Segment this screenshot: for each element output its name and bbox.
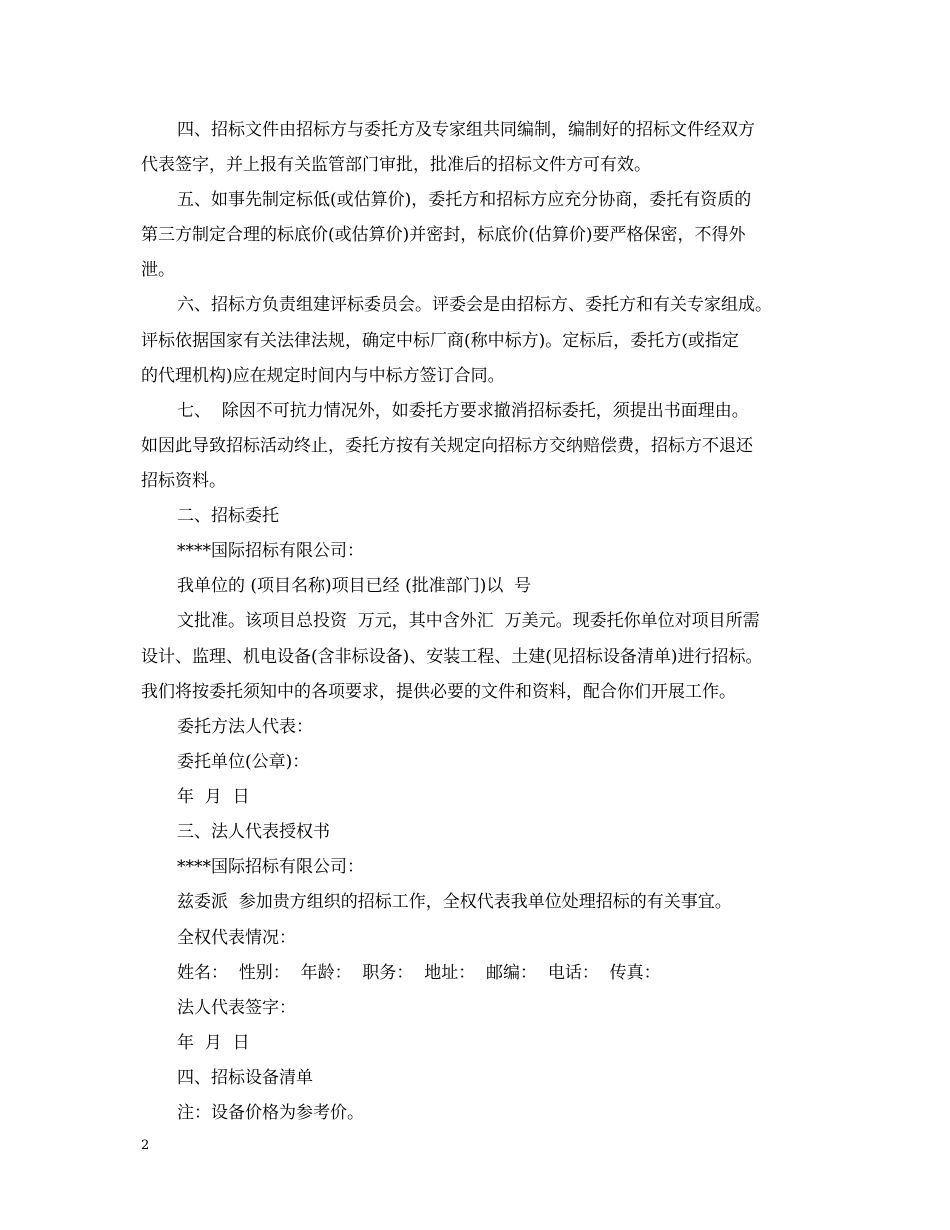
- paragraph-line: ****国际招标有限公司：: [177, 857, 364, 877]
- page-number: 2: [141, 1138, 150, 1153]
- paragraph-line: 代表签字，并上报有关监管部门审批，批准后的招标文件方可有效。: [141, 155, 651, 175]
- paragraph-line: 兹委派 参加贵方组织的招标工作，全权代表我单位处理招标的有关事宜。: [177, 892, 732, 912]
- paragraph-line: 第三方制定合理的标底价(或估算价)并密封，标底价(估算价)要严格保密，不得外: [141, 225, 746, 245]
- paragraph-line: 七、 除因不可抗力情况外，如委托方要求撤消招标委托，须提出书面理由。: [177, 401, 749, 421]
- section-heading: 三、法人代表授权书: [177, 822, 330, 842]
- date-line: 年 月 日: [177, 787, 250, 807]
- paragraph-line: 文批准。该项目总投资 万元，其中含外汇 万美元。现委托你单位对项目所需: [177, 611, 760, 631]
- paragraph-line: 四、招标文件由招标方与委托方及专家组共同编制，编制好的招标文件经双方: [177, 120, 755, 140]
- paragraph-line: 如因此导致招标活动终止，委托方按有关规定向招标方交纳赔偿费，招标方不退还: [141, 436, 753, 456]
- paragraph-line: 五、如事先制定标低(或估算价)，委托方和招标方应充分协商，委托有资质的: [177, 190, 752, 210]
- paragraph-line: 委托单位(公章)：: [177, 752, 310, 772]
- paragraph-line: ****国际招标有限公司：: [177, 541, 364, 561]
- paragraph-line: 设计、监理、机电设备(含非标设备)、安装工程、土建(见招标设备清单)进行招标。: [141, 647, 763, 667]
- paragraph-line: 泄。: [141, 260, 175, 280]
- paragraph-line: 法人代表签字：: [177, 998, 296, 1018]
- date-line: 年 月 日: [177, 1033, 250, 1053]
- paragraph-line: 委托方法人代表：: [177, 717, 313, 737]
- paragraph-line: 我们将按委托须知中的各项要求，提供必要的文件和资料，配合你们开展工作。: [141, 682, 736, 702]
- paragraph-line: 我单位的 (项目名称)项目已经 (批准部门)以 号: [177, 576, 532, 596]
- paragraph-line: 的代理机构)应在规定时间内与中标方签订合同。: [141, 366, 505, 386]
- section-heading: 二、招标委托: [177, 506, 279, 526]
- paragraph-line: 评标依据国家有关法律法规，确定中标厂商(称中标方)。定标后，委托方(或指定: [141, 331, 739, 351]
- paragraph-line: 注：设备价格为参考价。: [177, 1103, 364, 1123]
- section-heading: 四、招标设备清单: [177, 1068, 313, 1088]
- paragraph-line: 六、招标方负责组建评标委员会。评委会是由招标方、委托方和有关专家组成。: [177, 295, 772, 315]
- paragraph-line: 招标资料。: [141, 471, 226, 491]
- form-fields-line: 姓名： 性别： 年龄： 职务： 地址： 邮编： 电话： 传真：: [177, 963, 661, 983]
- paragraph-line: 全权代表情况：: [177, 928, 296, 948]
